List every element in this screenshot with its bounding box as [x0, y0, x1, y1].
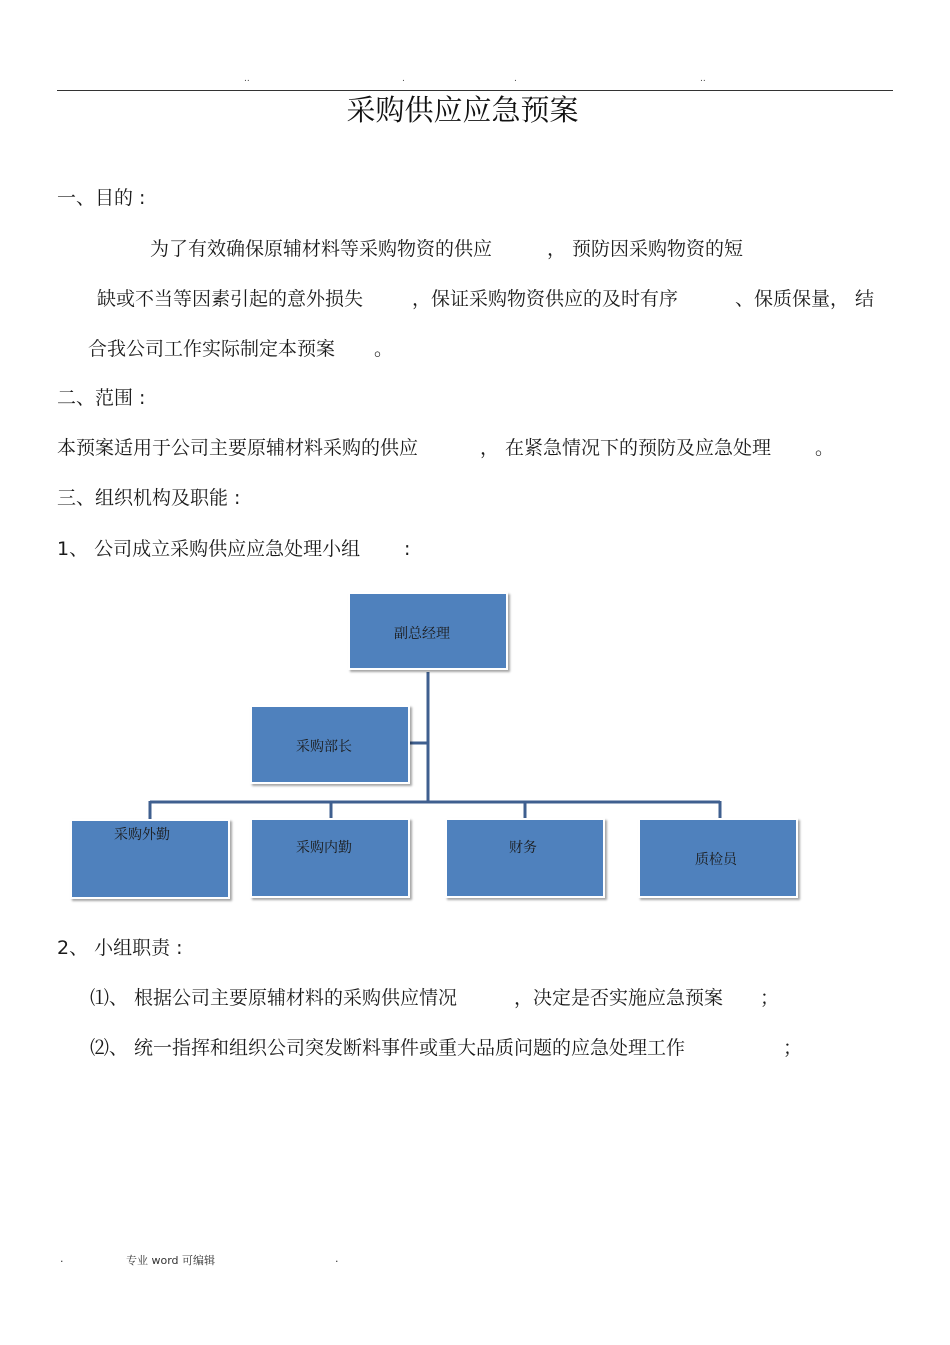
org-box-child-4	[638, 818, 798, 898]
org-box-label: 采购外勤	[114, 827, 170, 843]
footer-text: 专业 word 可编辑	[126, 1254, 216, 1267]
section-3-heading: 三、组织机构及职能 :	[57, 487, 241, 509]
text-segment: ⑵、 统一指挥和组织公司突发断料事件或重大品质问题的应急处理工作	[90, 1037, 686, 1059]
text-segment: 、保质保量， 结	[735, 288, 875, 310]
section-2-heading: 二、范围 :	[57, 387, 146, 409]
text-segment: 为了有效确保原辅材料等采购物资的供应	[150, 238, 493, 260]
text-segment: 合我公司工作实际制定本预案	[88, 338, 336, 360]
org-box-top	[348, 592, 508, 670]
header-dot-4: ..	[700, 74, 706, 84]
section-1-paragraph-line-3	[0, 337, 950, 361]
footer-dot-left: .	[60, 1252, 64, 1265]
org-chart	[60, 585, 820, 910]
text-segment: ；	[783, 1037, 803, 1059]
section-2-paragraph	[0, 436, 950, 460]
text-segment: ，保证采购物资供应的及时有序	[412, 288, 679, 310]
text-segment: ， 在紧急情况下的预防及应急处理	[480, 437, 772, 459]
duty-item-1	[0, 986, 950, 1010]
footer-dot-right: .	[335, 1252, 339, 1265]
text-segment: 。	[374, 338, 394, 360]
header-dot-3: .	[514, 74, 517, 84]
duty-item-2	[0, 1036, 950, 1060]
org-box-label: 采购部长	[296, 739, 352, 755]
text-segment: 1、 公司成立采购供应应急处理小组	[57, 538, 361, 560]
header-dot-1: ..	[244, 74, 250, 84]
org-box-label: 采购内勤	[296, 840, 352, 856]
document-title: 采购供应应急预案	[346, 93, 579, 127]
section-3-item-2: 2、 小组职责 :	[57, 937, 183, 959]
text-segment: ；	[760, 987, 780, 1009]
org-box-child-3	[445, 818, 605, 898]
section-1-heading: 一、目的 :	[57, 187, 146, 209]
org-box-label: 质检员	[695, 852, 737, 868]
text-segment: ， 预防因采购物资的短	[547, 238, 744, 260]
text-segment: ，决定是否实施应急预案	[514, 987, 724, 1009]
section-1-paragraph-line-2	[0, 287, 950, 311]
section-1-paragraph-line-1	[0, 237, 950, 261]
text-segment: 缺或不当等因素引起的意外损失	[97, 288, 364, 310]
header-dot-2: .	[402, 74, 405, 84]
text-segment: :	[404, 538, 411, 560]
org-box-label: 财务	[509, 840, 537, 856]
text-segment: ⑴、 根据公司主要原辅材料的采购供应情况	[90, 987, 458, 1009]
text-segment: 本预案适用于公司主要原辅材料采购的供应	[57, 437, 419, 459]
org-box-child-1	[70, 819, 230, 899]
section-3-item-1	[0, 537, 950, 561]
org-box-assistant	[250, 705, 410, 784]
org-box-child-2	[250, 818, 410, 898]
org-box-label: 副总经理	[394, 626, 450, 642]
text-segment: 。	[815, 437, 835, 459]
